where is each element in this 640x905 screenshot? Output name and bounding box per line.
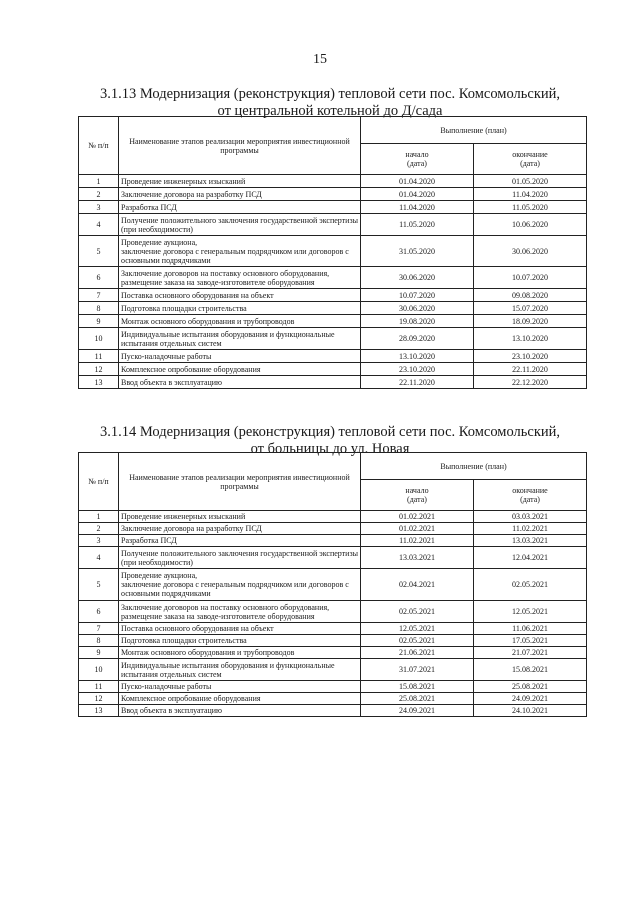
stage-name: Проведение аукциона, заключение договора с генеральным подрядчиком или договоров с основными подрядчиками bbox=[119, 236, 361, 267]
schedule-table bbox=[78, 452, 587, 717]
end-date: 17.05.2021 bbox=[474, 635, 587, 647]
start-date: 31.05.2020 bbox=[361, 236, 474, 267]
section-title-line2: от центральной котельной до Д/сада bbox=[217, 103, 443, 119]
table-row bbox=[79, 363, 587, 376]
stage-name: Комплексное опробование оборудования bbox=[119, 693, 361, 705]
table-body bbox=[79, 511, 587, 717]
stage-number: 6 bbox=[79, 601, 119, 623]
table-body bbox=[79, 175, 587, 389]
stage-number: 12 bbox=[79, 363, 119, 376]
stage-name: Ввод объекта в эксплуатацию bbox=[119, 376, 361, 389]
start-date: 24.09.2021 bbox=[361, 705, 474, 717]
start-date: 19.08.2020 bbox=[361, 315, 474, 328]
start-date: 02.04.2021 bbox=[361, 569, 474, 601]
section-title-line1: 3.1.14 Модернизация (реконструкция) тепловой сети пос. Комсомольский, bbox=[99, 424, 561, 440]
table-row bbox=[79, 328, 587, 350]
header-num: № п/п bbox=[79, 117, 119, 175]
table-row bbox=[79, 188, 587, 201]
stage-name: Заключение договоров на поставку основного оборудования, размещение заказа на заводе-изготовителе оборудования bbox=[119, 267, 361, 289]
stage-number: 6 bbox=[79, 267, 119, 289]
table-row bbox=[79, 623, 587, 635]
header-num: № п/п bbox=[79, 453, 119, 511]
end-date: 11.06.2021 bbox=[474, 623, 587, 635]
stage-name: Заключение договора на разработку ПСД bbox=[119, 523, 361, 535]
end-date: 02.05.2021 bbox=[474, 569, 587, 601]
start-date: 01.04.2020 bbox=[361, 175, 474, 188]
end-date: 13.03.2021 bbox=[474, 535, 587, 547]
end-date: 22.11.2020 bbox=[474, 363, 587, 376]
start-date: 30.06.2020 bbox=[361, 267, 474, 289]
start-date: 25.08.2021 bbox=[361, 693, 474, 705]
stage-number: 8 bbox=[79, 302, 119, 315]
stage-name: Получение положительного заключения государственной экспертизы (при необходимости) bbox=[119, 214, 361, 236]
start-date: 22.11.2020 bbox=[361, 376, 474, 389]
header-stage-name: Наименование этапов реализации мероприятия инвестиционной программы bbox=[119, 117, 361, 175]
start-date: 11.05.2020 bbox=[361, 214, 474, 236]
end-date: 09.08.2020 bbox=[474, 289, 587, 302]
stage-number: 1 bbox=[79, 511, 119, 523]
stage-number: 10 bbox=[79, 659, 119, 681]
stage-number: 7 bbox=[79, 623, 119, 635]
stage-name: Комплексное опробование оборудования bbox=[119, 363, 361, 376]
table-row bbox=[79, 315, 587, 328]
end-date: 10.06.2020 bbox=[474, 214, 587, 236]
start-date: 31.07.2021 bbox=[361, 659, 474, 681]
end-date: 23.10.2020 bbox=[474, 350, 587, 363]
start-date: 12.05.2021 bbox=[361, 623, 474, 635]
stage-number: 1 bbox=[79, 175, 119, 188]
start-date: 13.03.2021 bbox=[361, 547, 474, 569]
start-date: 21.06.2021 bbox=[361, 647, 474, 659]
table-row bbox=[79, 659, 587, 681]
table-row bbox=[79, 547, 587, 569]
header-end: окончание (дата) bbox=[474, 144, 587, 175]
end-date: 10.07.2020 bbox=[474, 267, 587, 289]
stage-name: Поставка основного оборудования на объект bbox=[119, 289, 361, 302]
stage-number: 13 bbox=[79, 376, 119, 389]
stage-name: Проведение инженерных изысканий bbox=[119, 175, 361, 188]
table-row bbox=[79, 302, 587, 315]
end-date: 24.09.2021 bbox=[474, 693, 587, 705]
end-date: 03.03.2021 bbox=[474, 511, 587, 523]
start-date: 30.06.2020 bbox=[361, 302, 474, 315]
stage-number: 8 bbox=[79, 635, 119, 647]
section-title bbox=[80, 86, 580, 120]
table-row bbox=[79, 511, 587, 523]
start-date: 15.08.2021 bbox=[361, 681, 474, 693]
end-date: 11.02.2021 bbox=[474, 523, 587, 535]
start-date: 01.04.2020 bbox=[361, 188, 474, 201]
end-date: 12.04.2021 bbox=[474, 547, 587, 569]
end-date: 11.05.2020 bbox=[474, 201, 587, 214]
section-title-line1: 3.1.13 Модернизация (реконструкция) тепловой сети пос. Комсомольский, bbox=[99, 86, 561, 102]
table-row bbox=[79, 569, 587, 601]
stage-number: 11 bbox=[79, 681, 119, 693]
page-number: 15 bbox=[313, 52, 327, 67]
header-stage-name: Наименование этапов реализации мероприятия инвестиционной программы bbox=[119, 453, 361, 511]
end-date: 24.10.2021 bbox=[474, 705, 587, 717]
stage-number: 9 bbox=[79, 647, 119, 659]
stage-name: Пуско-наладочные работы bbox=[119, 681, 361, 693]
table-row bbox=[79, 236, 587, 267]
schedule-table bbox=[78, 116, 587, 389]
stage-number: 2 bbox=[79, 523, 119, 535]
stage-number: 5 bbox=[79, 569, 119, 601]
stage-name: Индивидуальные испытания оборудования и функциональные испытания отдельных систем bbox=[119, 659, 361, 681]
stage-number: 12 bbox=[79, 693, 119, 705]
stage-number: 7 bbox=[79, 289, 119, 302]
stage-number: 3 bbox=[79, 535, 119, 547]
start-date: 28.09.2020 bbox=[361, 328, 474, 350]
stage-name: Монтаж основного оборудования и трубопроводов bbox=[119, 315, 361, 328]
stage-name: Проведение аукциона, заключение договора с генеральным подрядчиком или договоров с основными подрядчиками bbox=[119, 569, 361, 601]
header-end: окончание (дата) bbox=[474, 480, 587, 511]
table-row bbox=[79, 647, 587, 659]
stage-name: Пуско-наладочные работы bbox=[119, 350, 361, 363]
stage-name: Подготовка площадки строительства bbox=[119, 302, 361, 315]
end-date: 01.05.2020 bbox=[474, 175, 587, 188]
header-execution: Выполнение (план) bbox=[361, 453, 587, 480]
table-row bbox=[79, 705, 587, 717]
stage-name: Разработка ПСД bbox=[119, 535, 361, 547]
table-row bbox=[79, 693, 587, 705]
stage-name: Ввод объекта в эксплуатацию bbox=[119, 705, 361, 717]
stage-number: 10 bbox=[79, 328, 119, 350]
end-date: 22.12.2020 bbox=[474, 376, 587, 389]
header-execution: Выполнение (план) bbox=[361, 117, 587, 144]
header-start: начало (дата) bbox=[361, 144, 474, 175]
start-date: 10.07.2020 bbox=[361, 289, 474, 302]
table-row bbox=[79, 214, 587, 236]
start-date: 11.02.2021 bbox=[361, 535, 474, 547]
start-date: 11.04.2020 bbox=[361, 201, 474, 214]
table-row bbox=[79, 376, 587, 389]
stage-number: 4 bbox=[79, 547, 119, 569]
end-date: 21.07.2021 bbox=[474, 647, 587, 659]
table-row bbox=[79, 289, 587, 302]
table-row bbox=[79, 535, 587, 547]
end-date: 25.08.2021 bbox=[474, 681, 587, 693]
stage-name: Поставка основного оборудования на объект bbox=[119, 623, 361, 635]
stage-name: Разработка ПСД bbox=[119, 201, 361, 214]
end-date: 18.09.2020 bbox=[474, 315, 587, 328]
stage-number: 5 bbox=[79, 236, 119, 267]
table-row bbox=[79, 267, 587, 289]
table-row bbox=[79, 681, 587, 693]
stage-number: 2 bbox=[79, 188, 119, 201]
stage-name: Заключение договора на разработку ПСД bbox=[119, 188, 361, 201]
table-row bbox=[79, 175, 587, 188]
end-date: 11.04.2020 bbox=[474, 188, 587, 201]
end-date: 12.05.2021 bbox=[474, 601, 587, 623]
stage-name: Индивидуальные испытания оборудования и функциональные испытания отдельных систем bbox=[119, 328, 361, 350]
end-date: 15.08.2021 bbox=[474, 659, 587, 681]
table-row bbox=[79, 635, 587, 647]
stage-name: Получение положительного заключения государственной экспертизы (при необходимости) bbox=[119, 547, 361, 569]
end-date: 13.10.2020 bbox=[474, 328, 587, 350]
start-date: 01.02.2021 bbox=[361, 511, 474, 523]
stage-name: Монтаж основного оборудования и трубопроводов bbox=[119, 647, 361, 659]
table-row bbox=[79, 350, 587, 363]
table-row bbox=[79, 601, 587, 623]
start-date: 23.10.2020 bbox=[361, 363, 474, 376]
start-date: 01.02.2021 bbox=[361, 523, 474, 535]
section-title-line2: от больницы до ул. Новая bbox=[250, 441, 410, 457]
stage-number: 4 bbox=[79, 214, 119, 236]
stage-name: Подготовка площадки строительства bbox=[119, 635, 361, 647]
header-start: начало (дата) bbox=[361, 480, 474, 511]
end-date: 15.07.2020 bbox=[474, 302, 587, 315]
stage-name: Проведение инженерных изысканий bbox=[119, 511, 361, 523]
stage-number: 13 bbox=[79, 705, 119, 717]
table-row bbox=[79, 523, 587, 535]
start-date: 13.10.2020 bbox=[361, 350, 474, 363]
stage-number: 9 bbox=[79, 315, 119, 328]
table-row bbox=[79, 201, 587, 214]
end-date: 30.06.2020 bbox=[474, 236, 587, 267]
stage-name: Заключение договоров на поставку основного оборудования, размещение заказа на заводе-изготовителе оборудования bbox=[119, 601, 361, 623]
start-date: 02.05.2021 bbox=[361, 601, 474, 623]
start-date: 02.05.2021 bbox=[361, 635, 474, 647]
stage-number: 3 bbox=[79, 201, 119, 214]
stage-number: 11 bbox=[79, 350, 119, 363]
